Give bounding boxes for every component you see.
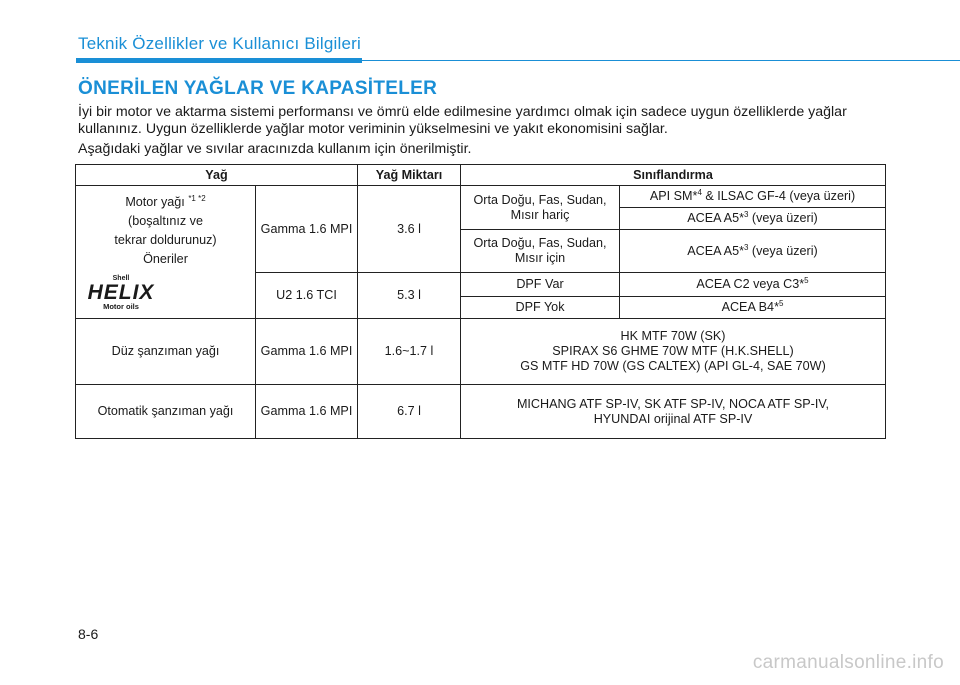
motor-oil-cell [76, 186, 256, 319]
motor-oil-line3: tekrar doldurunuz) [114, 233, 217, 247]
header-rule-thick [76, 58, 362, 63]
header-oil: Yağ [76, 165, 358, 186]
automatic-amount-cell: 6.7 l [358, 385, 461, 439]
page-number: 8-6 [78, 626, 99, 642]
filter-cell: DPF Var [461, 273, 620, 297]
shell-helix-logo: Shell HELIX Motor oils [87, 275, 155, 311]
manual-label-cell: Düz şanzıman yağı [76, 319, 256, 385]
spec-cell: ACEA A5*$^3$ (veya üzeri) [620, 230, 886, 273]
automatic-label-cell: Otomatik şanzıman yağı [76, 385, 256, 439]
region-cell: Orta Doğu, Fas, Sudan, Mısır için [461, 230, 620, 273]
spec-cell: ACEA C2 veya C3*$^5$ [620, 273, 886, 297]
spec-cell: API SM*$^4$ & ILSAC GF-4 (veya üzeri) [620, 186, 886, 208]
filter-cell: DPF Yok [461, 297, 620, 319]
oil-capacity-table [75, 164, 886, 439]
motor-oil-line2: (boşaltınız ve [128, 214, 203, 228]
intro-paragraph-2: Aşağıdaki yağlar ve sıvılar aracınızda kullanım için önerilmiştir. [78, 141, 472, 157]
region-cell: Orta Doğu, Fas, Sudan, Mısır hariç [461, 186, 620, 230]
manual-spec-cell: HK MTF 70W (SK) SPIRAX S6 GHME 70W MTF (H.K.SHELL) GS MTF HD 70W (GS CALTEX) (API GL-4, SAE 70W) [461, 319, 886, 385]
gamma-engine-cell: Gamma 1.6 MPI [256, 186, 358, 273]
spec-cell: ACEA B4*$^5$ [620, 297, 886, 319]
table-row [76, 319, 886, 385]
section-header: Teknik Özellikler ve Kullanıcı Bilgileri [78, 34, 361, 53]
table-header-row [76, 165, 886, 186]
u2-engine-cell: U2 1.6 TCI [256, 273, 358, 319]
header-amount: Yağ Miktarı [358, 165, 461, 186]
page-title: ÖNERİLEN YAĞLAR VE KAPASİTELER [78, 78, 438, 99]
intro-paragraph: İyi bir motor ve aktarma sistemi performansı ve ömrü elde edilmesine yardımcı olmak için sadece uygun özelliklerde yağlar kullanınız. Uygun özelliklerde yağlar motor veriminin yükselmesini ve yakıt ekonomisini sağlar. [78, 104, 847, 137]
header-rule-thin [362, 60, 960, 61]
automatic-engine-cell: Gamma 1.6 MPI [256, 385, 358, 439]
table-row [76, 385, 886, 439]
manual-engine-cell: Gamma 1.6 MPI [256, 319, 358, 385]
motor-oil-line4: Öneriler [143, 252, 188, 266]
motor-oil-label-line: Motor yağı $^{*1 *2}$ [125, 194, 206, 209]
u2-amount-cell: 5.3 l [358, 273, 461, 319]
table-row [76, 186, 886, 208]
watermark: carmanualsonline.info [752, 652, 944, 673]
manual-amount-cell: 1.6~1.7 l [358, 319, 461, 385]
spec-cell: ACEA A5*$^3$ (veya üzeri) [620, 208, 886, 230]
automatic-spec-cell: MICHANG ATF SP-IV, SK ATF SP-IV, NOCA ATF SP-IV, HYUNDAI orijinal ATF SP-IV [461, 385, 886, 439]
gamma-amount-cell: 3.6 l [358, 186, 461, 273]
header-classification: Sınıflandırma [461, 165, 886, 186]
